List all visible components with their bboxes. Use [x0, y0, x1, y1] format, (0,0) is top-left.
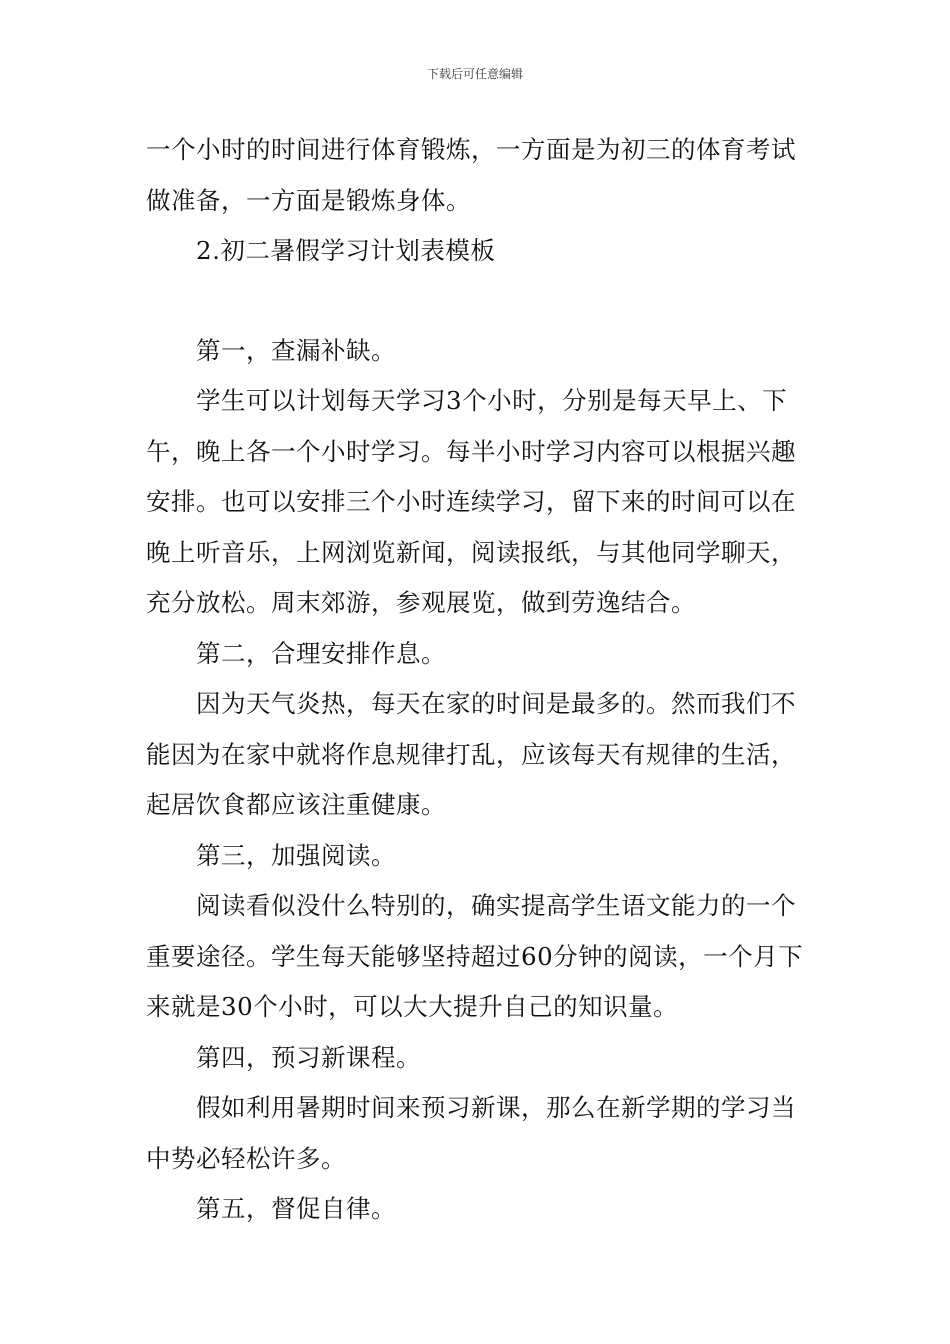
document-body — [146, 125, 811, 1235]
blank-line — [146, 277, 811, 326]
point-heading-4: 第四，预习新课程。 — [196, 1042, 421, 1072]
paragraph-point-4: 假如利用暑期时间来预习新课，那么在新学期的学习当中势必轻松许多。 — [146, 1093, 796, 1173]
point-heading-3: 第三，加强阅读。 — [196, 840, 396, 870]
header-note: 下载后可任意编辑 — [426, 67, 523, 81]
point-heading-2: 第二，合理安排作息。 — [196, 638, 446, 668]
paragraph-point-3: 阅读看似没什么特别的，确实提高学生语文能力的一个重要途径。学生每天能够坚持超过60分钟的阅读，一个月下来就是30个小时，可以大大提升自己的知识量。 — [146, 891, 804, 1021]
point-heading-5: 第五，督促自律。 — [196, 1194, 396, 1223]
point-heading-1: 第一，查漏补缺。 — [196, 335, 396, 365]
paragraph-point-2: 因为天气炎热，每天在家的时间是最多的。然而我们不能因为在家中就将作息规律打乱，应该每天有规律的生活，起居饮食都应该注重健康。 — [146, 689, 796, 819]
paragraph-point-1: 学生可以计划每天学习3个小时，分别是每天早上、下午，晚上各一个小时学习。每半小时学习内容可以根据兴趣安排。也可以安排三个小时连续学习，留下来的时间可以在晚上听音乐，上网浏览新闻，阅读报纸，与其他同学聊天，充分放松。周末郊游，参观展览，做到劳逸结合。 — [146, 386, 796, 617]
section-heading-2: 2.初二暑假学习计划表模板 — [196, 236, 496, 265]
paragraph-exercise-continuation: 一个小时的时间进行体育锻炼，一方面是为初三的体育考试做准备，一方面是锻炼身体。 — [146, 135, 796, 215]
